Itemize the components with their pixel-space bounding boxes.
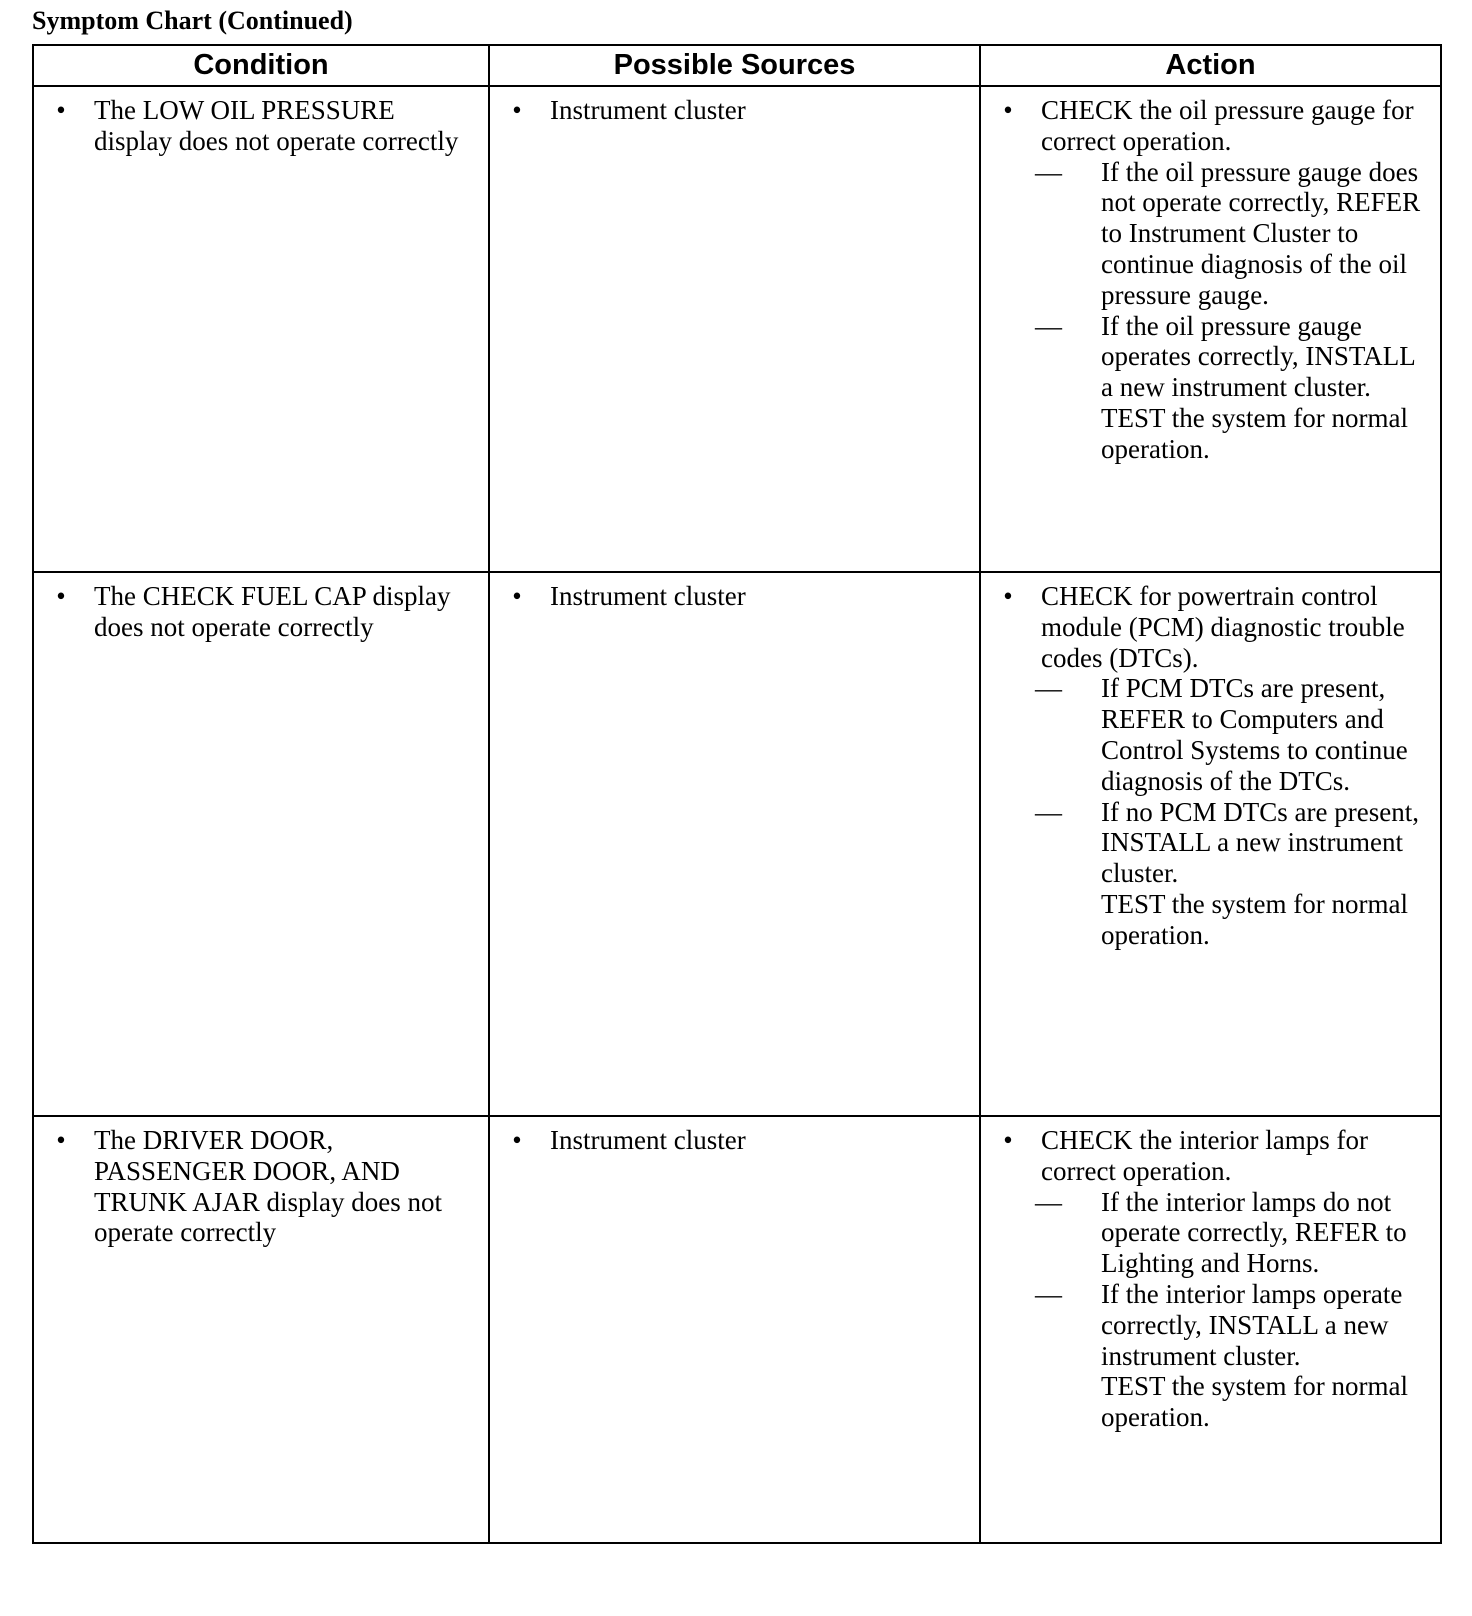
chart-title: Symptom Chart (Continued)	[32, 6, 353, 35]
dash-icon: —	[1035, 1186, 1062, 1217]
dash-icon: —	[1035, 673, 1062, 704]
source-text: Instrument cluster	[550, 581, 746, 611]
condition-cell	[33, 86, 489, 572]
symptom-table	[32, 44, 1442, 1544]
table-row	[33, 1116, 1441, 1543]
dash-icon: —	[1035, 796, 1062, 827]
dash-icon: —	[1035, 310, 1062, 341]
action-main-text: CHECK for powertrain control module (PCM) diagnostic trouble codes (DTCs).	[1041, 581, 1405, 673]
bullet-icon: •	[1003, 95, 1013, 125]
action-test-text: TEST the system for normal operation.	[1101, 402, 1408, 464]
action-sub-text: If no PCM DTCs are present, INSTALL a new instrument cluster.	[1101, 796, 1419, 889]
bullet-icon: •	[56, 581, 66, 611]
bullet-icon: •	[1003, 1125, 1013, 1155]
bullet-icon: •	[512, 95, 522, 125]
action-cell	[980, 572, 1441, 1116]
bullet-icon: •	[512, 581, 522, 611]
source-text: Instrument cluster	[550, 1125, 746, 1155]
condition-text: The DRIVER DOOR, PASSENGER DOOR, AND TRUNK AJAR display does not operate correctly	[94, 1125, 443, 1248]
action-sub-text: If the oil pressure gauge operates correctly, INSTALL a new instrument cluster.	[1101, 310, 1415, 403]
action-test-text: TEST the system for normal operation.	[1101, 888, 1408, 950]
action-sub-text: If PCM DTCs are present, REFER to Computers and Control Systems to continue diagnosis of the DTCs.	[1101, 673, 1408, 796]
header-action: Action	[980, 45, 1441, 86]
condition-cell	[33, 1116, 489, 1543]
bullet-icon: •	[1003, 581, 1013, 611]
header-condition: Condition	[33, 45, 489, 86]
source-cell	[489, 1116, 980, 1543]
table-row	[33, 86, 1441, 572]
bullet-icon: •	[56, 95, 66, 125]
action-sub-text: If the interior lamps operate correctly, INSTALL a new instrument cluster.	[1101, 1278, 1403, 1371]
source-text: Instrument cluster	[550, 95, 746, 125]
source-cell	[489, 86, 980, 572]
action-main-text: CHECK the oil pressure gauge for correct operation.	[1041, 95, 1414, 156]
action-sub-text: If the oil pressure gauge does not operate correctly, REFER to Instrument Cluster to continue diagnosis of the oil pressure gauge.	[1101, 156, 1421, 310]
bullet-icon: •	[56, 1125, 66, 1155]
dash-icon: —	[1035, 156, 1062, 187]
condition-text: The CHECK FUEL CAP display does not operate correctly	[94, 581, 451, 642]
action-cell	[980, 86, 1441, 572]
action-cell	[980, 1116, 1441, 1543]
bullet-icon: •	[512, 1125, 522, 1155]
condition-cell	[33, 572, 489, 1116]
table-row	[33, 572, 1441, 1116]
dash-icon: —	[1035, 1278, 1062, 1309]
header-row	[33, 45, 1441, 86]
action-main-text: CHECK the interior lamps for correct operation.	[1041, 1125, 1368, 1186]
source-cell	[489, 572, 980, 1116]
action-test-text: TEST the system for normal operation.	[1101, 1371, 1408, 1433]
header-possible-sources: Possible Sources	[489, 45, 980, 86]
action-sub-text: If the interior lamps do not operate correctly, REFER to Lighting and Horns.	[1101, 1186, 1407, 1279]
condition-text: The LOW OIL PRESSURE display does not operate correctly	[94, 95, 459, 156]
